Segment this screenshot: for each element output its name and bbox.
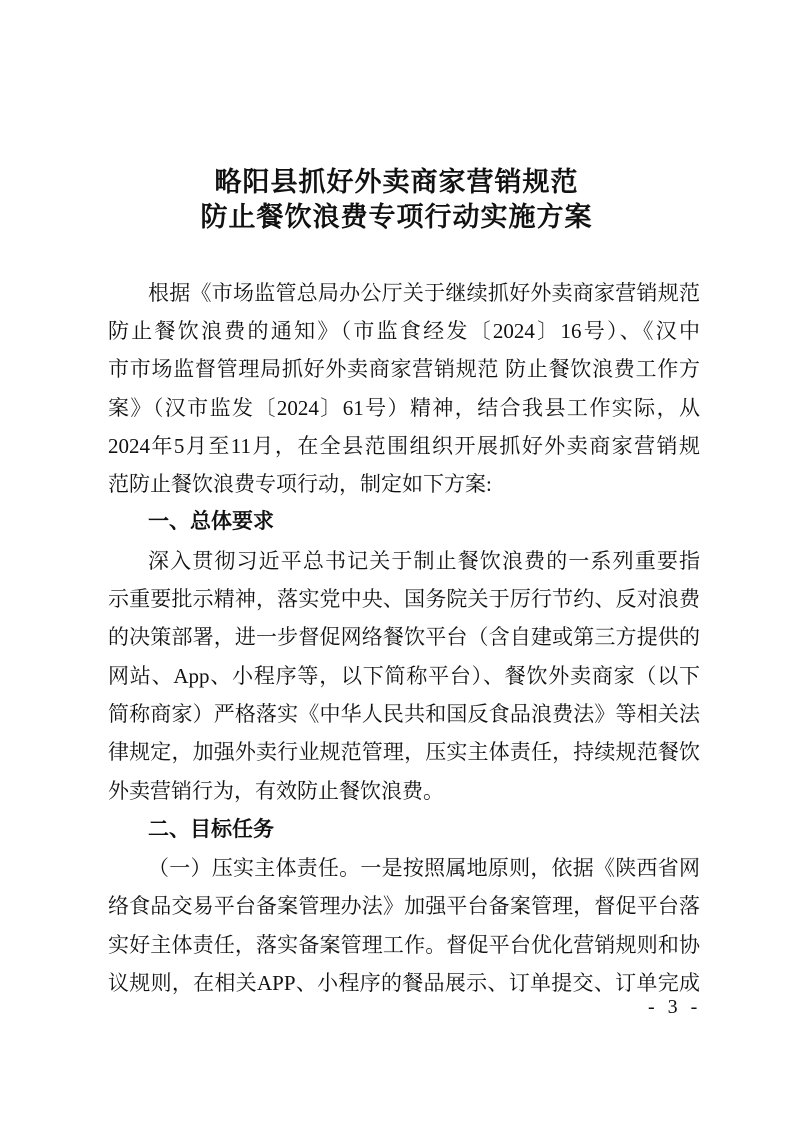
title-line-2: 防止餐饮浪费专项行动实施方案 [200, 202, 593, 232]
section-heading-2: 二、目标任务 [148, 818, 274, 841]
text-line: 律规定，加强外卖行业规范管理，压实主体责任，持续规范餐饮 [108, 740, 700, 764]
text-line: 议规则，在相关APP、小程序的餐品展示、订单提交、订单完成 [108, 971, 700, 995]
section-heading-1: 一、总体要求 [148, 510, 274, 533]
title-line-1: 略阳县抓好外卖商家营销规范 [214, 167, 579, 197]
text-line: 实好主体责任，落实备案管理工作。督促平台优化营销规则和协 [108, 933, 700, 957]
text-line: 2024年5月至11月，在全县范围组织开展抓好外卖商家营销规 [108, 434, 700, 458]
text-line: 案》（汉市监发〔2024〕61号）精神，结合我县工作实际，从 [108, 396, 700, 420]
text-line: 外卖营销行为，有效防止餐饮浪费。 [108, 779, 444, 803]
text-line: （一）压实主体责任。一是按照属地原则，依据《陕西省网 [148, 856, 700, 880]
text-line: 简称商家）严格落实《中华人民共和国反食品浪费法》等相关法 [108, 702, 700, 726]
text-line: 防止餐饮浪费的通知》（市监食经发〔2024〕16号）、《汉中 [108, 319, 700, 343]
text-line: 络食品交易平台备案管理办法》加强平台备案管理，督促平台落 [108, 894, 700, 918]
text-line: 市市场监督管理局抓好外卖商家营销规范 防止餐饮浪费工作方 [108, 357, 700, 381]
text-line: 示重要批示精神，落实党中央、国务院关于厉行节约、反对浪费 [108, 587, 700, 611]
text-line: 根据《市场监管总局办公厅关于继续抓好外卖商家营销规范 [148, 281, 700, 305]
text-line: 的决策部署，进一步督促网络餐饮平台（含自建或第三方提供的 [108, 625, 700, 649]
text-line: 深入贯彻习近平总书记关于制止餐饮浪费的一系列重要指 [148, 549, 700, 573]
text-line: 范防止餐饮浪费专项行动，制定如下方案: [108, 472, 492, 496]
page-number: - 3 - [648, 996, 702, 1018]
text-line: 网站、App、小程序等，以下简称平台）、餐饮外卖商家（以下 [108, 664, 700, 688]
